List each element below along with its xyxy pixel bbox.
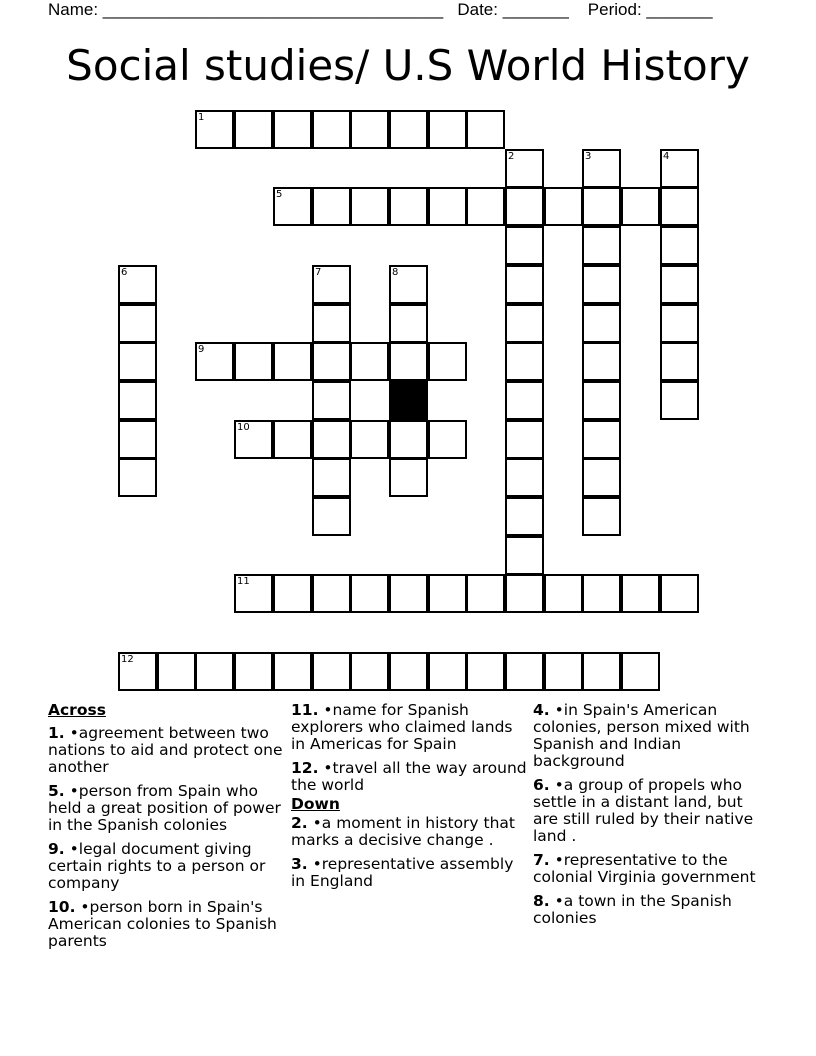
clue-number: 1. — [48, 724, 65, 742]
grid-cell[interactable] — [505, 420, 544, 459]
grid-cell[interactable] — [505, 265, 544, 304]
grid-cell[interactable] — [544, 574, 583, 613]
grid-cell[interactable] — [389, 187, 428, 226]
grid-cell[interactable] — [118, 652, 157, 691]
across-heading: Across — [48, 701, 106, 719]
grid-cell[interactable] — [273, 342, 312, 381]
grid-cell[interactable] — [660, 149, 699, 188]
grid-cell[interactable] — [505, 458, 544, 497]
grid-cell[interactable] — [350, 187, 389, 226]
clue-down-6 — [533, 777, 769, 845]
date-field-label: Date: _______ — [457, 0, 569, 19]
grid-cell[interactable] — [428, 110, 467, 149]
clue-text: •person from Spain who held a great position of power in the Spanish colonies — [48, 782, 281, 834]
grid-cell[interactable] — [660, 265, 699, 304]
grid-cell[interactable] — [273, 574, 312, 613]
clue-number-label: 6 — [121, 267, 128, 278]
grid-cell[interactable] — [428, 342, 467, 381]
grid-cell[interactable] — [582, 420, 621, 459]
grid-cell[interactable] — [312, 652, 351, 691]
grid-cell[interactable] — [505, 304, 544, 343]
clue-down-7 — [533, 852, 769, 886]
grid-cell[interactable] — [389, 265, 428, 304]
clue-number: 4. — [533, 701, 550, 719]
clue-across-1 — [48, 725, 286, 776]
grid-cell[interactable] — [389, 652, 428, 691]
grid-cell[interactable] — [544, 652, 583, 691]
grid-cell[interactable] — [195, 652, 234, 691]
grid-cell[interactable] — [234, 420, 273, 459]
clue-down-8 — [533, 893, 769, 927]
clue-number-label: 3 — [585, 151, 592, 162]
grid-cell[interactable] — [312, 381, 351, 420]
clue-number: 2. — [291, 814, 308, 832]
grid-cell[interactable] — [389, 110, 428, 149]
clue-number: 8. — [533, 892, 550, 910]
clue-number: 5. — [48, 782, 65, 800]
clue-number-label: 8 — [392, 267, 399, 278]
grid-cell[interactable] — [505, 226, 544, 265]
clue-text: •name for Spanish explorers who claimed lands in Americas for Spain — [291, 701, 513, 753]
clue-across-11 — [291, 702, 527, 753]
clue-number: 9. — [48, 840, 65, 858]
clue-number-label: 7 — [315, 267, 322, 278]
grid-cell[interactable] — [505, 187, 544, 226]
grid-cell[interactable] — [582, 226, 621, 265]
grid-cell[interactable] — [660, 381, 699, 420]
clues-column-1 — [48, 702, 286, 957]
grid-cell[interactable] — [273, 652, 312, 691]
name-field-label: Name: ____________________________________ — [48, 0, 444, 19]
clue-text: •agreement between two nations to aid and protect one another — [48, 724, 283, 776]
grid-cell[interactable] — [118, 342, 157, 381]
grid-cell[interactable] — [466, 187, 505, 226]
grid-cell[interactable] — [505, 574, 544, 613]
clue-down-3 — [291, 856, 527, 890]
grid-cell[interactable] — [118, 304, 157, 343]
clue-across-10 — [48, 899, 286, 950]
clue-down-4 — [533, 702, 769, 770]
grid-cell[interactable] — [312, 265, 351, 304]
period-field-label: Period: _______ — [587, 0, 713, 19]
grid-cell[interactable] — [312, 420, 351, 459]
down-heading: Down — [291, 795, 340, 813]
clue-number-label: 11 — [237, 576, 250, 587]
clue-number: 6. — [533, 776, 550, 794]
grid-cell[interactable] — [273, 187, 312, 226]
grid-cell[interactable] — [273, 110, 312, 149]
grid-cell[interactable] — [118, 458, 157, 497]
clue-text: •representative assembly in England — [291, 855, 514, 890]
grid-cell[interactable] — [157, 652, 196, 691]
clue-number: 7. — [533, 851, 550, 869]
grid-cell[interactable] — [582, 187, 621, 226]
clue-number: 10. — [48, 898, 76, 916]
grid-cell[interactable] — [505, 652, 544, 691]
clue-text: •a group of propels who settle in a distant land, but are still ruled by their native land . — [533, 776, 754, 845]
grid-cell[interactable] — [660, 574, 699, 613]
clue-text: •travel all the way around the world — [291, 759, 527, 794]
grid-cell[interactable] — [428, 652, 467, 691]
grid-cell[interactable] — [312, 574, 351, 613]
grid-cell[interactable] — [582, 381, 621, 420]
grid-cell[interactable] — [582, 342, 621, 381]
grid-cell[interactable] — [312, 342, 351, 381]
clue-number: 12. — [291, 759, 319, 777]
clue-number-label: 5 — [276, 189, 283, 200]
grid-cell[interactable] — [312, 110, 351, 149]
clue-number-label: 9 — [198, 344, 205, 355]
clue-text: •representative to the colonial Virginia government — [533, 851, 756, 886]
clue-across-5 — [48, 783, 286, 834]
grid-cell[interactable] — [505, 497, 544, 536]
grid-cell[interactable] — [350, 110, 389, 149]
grid-cell[interactable] — [466, 110, 505, 149]
grid-cell[interactable] — [505, 381, 544, 420]
grid-cell[interactable] — [621, 574, 660, 613]
grid-cell[interactable] — [428, 187, 467, 226]
blocked-cell — [389, 381, 428, 420]
grid-cell[interactable] — [621, 187, 660, 226]
grid-cell[interactable] — [505, 342, 544, 381]
grid-cell[interactable] — [195, 110, 234, 149]
clue-text: •in Spain's American colonies, person mixed with Spanish and Indian background — [533, 701, 750, 770]
grid-cell[interactable] — [582, 574, 621, 613]
grid-cell[interactable] — [389, 420, 428, 459]
grid-cell[interactable] — [582, 304, 621, 343]
clue-text: •legal document giving certain rights to a person or company — [48, 840, 266, 892]
grid-cell[interactable] — [234, 110, 273, 149]
clue-text: •a town in the Spanish colonies — [533, 892, 732, 927]
grid-cell[interactable] — [350, 420, 389, 459]
clue-text: •person born in Spain's American colonies to Spanish parents — [48, 898, 277, 950]
grid-cell[interactable] — [273, 420, 312, 459]
grid-cell[interactable] — [195, 342, 234, 381]
grid-cell[interactable] — [389, 458, 428, 497]
grid-cell[interactable] — [466, 652, 505, 691]
grid-cell[interactable] — [389, 304, 428, 343]
grid-cell[interactable] — [582, 458, 621, 497]
grid-cell[interactable] — [660, 187, 699, 226]
grid-cell[interactable] — [660, 304, 699, 343]
grid-cell[interactable] — [234, 574, 273, 613]
grid-cell[interactable] — [118, 381, 157, 420]
grid-cell[interactable] — [312, 497, 351, 536]
clue-text: •a moment in history that marks a decisive change . — [291, 814, 516, 849]
grid-cell[interactable] — [234, 342, 273, 381]
clue-number-label: 10 — [237, 422, 250, 433]
clues-column-2 — [291, 702, 527, 897]
grid-cell[interactable] — [428, 574, 467, 613]
grid-cell[interactable] — [118, 265, 157, 304]
clue-number-label: 2 — [508, 151, 515, 162]
grid-cell[interactable] — [582, 497, 621, 536]
grid-cell[interactable] — [544, 187, 583, 226]
clue-across-9 — [48, 841, 286, 892]
clue-number: 11. — [291, 701, 319, 719]
grid-cell[interactable] — [234, 652, 273, 691]
clue-across-12 — [291, 760, 527, 794]
grid-cell[interactable] — [660, 342, 699, 381]
grid-cell[interactable] — [389, 342, 428, 381]
grid-cell[interactable] — [389, 574, 428, 613]
grid-cell[interactable] — [350, 342, 389, 381]
grid-cell[interactable] — [312, 187, 351, 226]
clue-number-label: 12 — [121, 654, 134, 665]
grid-cell[interactable] — [350, 574, 389, 613]
grid-cell[interactable] — [582, 149, 621, 188]
clues-column-3 — [533, 702, 769, 934]
clue-number-label: 4 — [663, 151, 670, 162]
grid-cell[interactable] — [312, 458, 351, 497]
grid-cell[interactable] — [505, 149, 544, 188]
grid-cell[interactable] — [505, 536, 544, 575]
grid-cell[interactable] — [621, 652, 660, 691]
grid-cell[interactable] — [312, 304, 351, 343]
grid-cell[interactable] — [660, 226, 699, 265]
grid-cell[interactable] — [582, 265, 621, 304]
page-title: Social studies/ U.S World History — [66, 41, 750, 90]
clue-down-2 — [291, 815, 527, 849]
grid-cell[interactable] — [350, 652, 389, 691]
clue-number-label: 1 — [198, 112, 205, 123]
clue-number: 3. — [291, 855, 308, 873]
grid-cell[interactable] — [582, 652, 621, 691]
grid-cell[interactable] — [428, 420, 467, 459]
grid-cell[interactable] — [466, 574, 505, 613]
grid-cell[interactable] — [118, 420, 157, 459]
